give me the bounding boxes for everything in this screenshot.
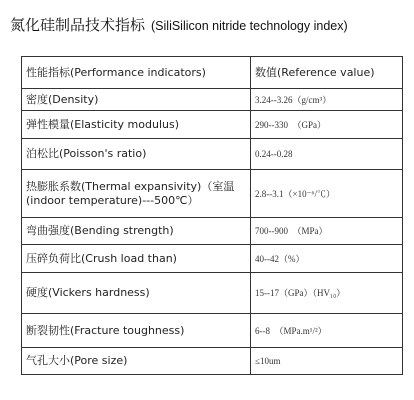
value-cell: ≤10um: [251, 348, 403, 375]
value-cell: 290--330 （GPa）: [251, 111, 403, 139]
value-cell: 0.24--0.28: [251, 139, 403, 170]
table-row-crush-load: [22, 245, 403, 273]
page-title-english: (SiliSilicon nitride technology index): [151, 19, 348, 33]
property-cell: 泊松比(Poisson's ratio): [22, 139, 251, 170]
table-row-poissons-ratio: [22, 139, 403, 170]
value-cell: 15--17（GPa）（HV₁₀）: [251, 273, 403, 314]
value-cell: 2.8--3.1（×10⁻⁶/℃）: [251, 170, 403, 218]
property-cell: 压碎负荷比(Crush load than): [22, 245, 251, 273]
technical-specifications-table: [21, 56, 403, 375]
page-title-chinese: 氮化硅制品技术指标: [10, 16, 146, 34]
table-row-pore-size: [22, 348, 403, 375]
header-value-cell: 数值(Reference value): [251, 57, 403, 89]
table-row-thermal-expansivity: [22, 170, 403, 218]
property-cell: 气孔大小(Pore size): [22, 348, 251, 375]
table-row-fracture-toughness: [22, 314, 403, 348]
table-row-elasticity-modulus: [22, 111, 403, 139]
table-row-vickers-hardness: [22, 273, 403, 314]
property-cell: 弹性模量(Elasticity modulus): [22, 111, 251, 139]
property-cell: 密度(Density): [22, 89, 251, 111]
property-cell: 硬度(Vickers hardness): [22, 273, 251, 314]
table-header-row: [22, 57, 403, 89]
value-cell: 40--42（%）: [251, 245, 403, 273]
page-title: [10, 16, 410, 36]
property-cell: 断裂韧性(Fracture toughness): [22, 314, 251, 348]
property-cell: 热膨胀系数(Thermal expansivity)（室温(indoor temperature)---500℃）: [22, 170, 251, 218]
property-cell: 弯曲强度(Bending strength): [22, 218, 251, 245]
table-row-bending-strength: [22, 218, 403, 245]
table-row-density: [22, 89, 403, 111]
value-cell: 6--8 （MPa.m¹/²）: [251, 314, 403, 348]
value-cell: 700--900 （MPa）: [251, 218, 403, 245]
value-cell: 3.24--3.26（g/cm³）: [251, 89, 403, 111]
header-property-cell: 性能指标(Performance indicators): [22, 57, 251, 89]
